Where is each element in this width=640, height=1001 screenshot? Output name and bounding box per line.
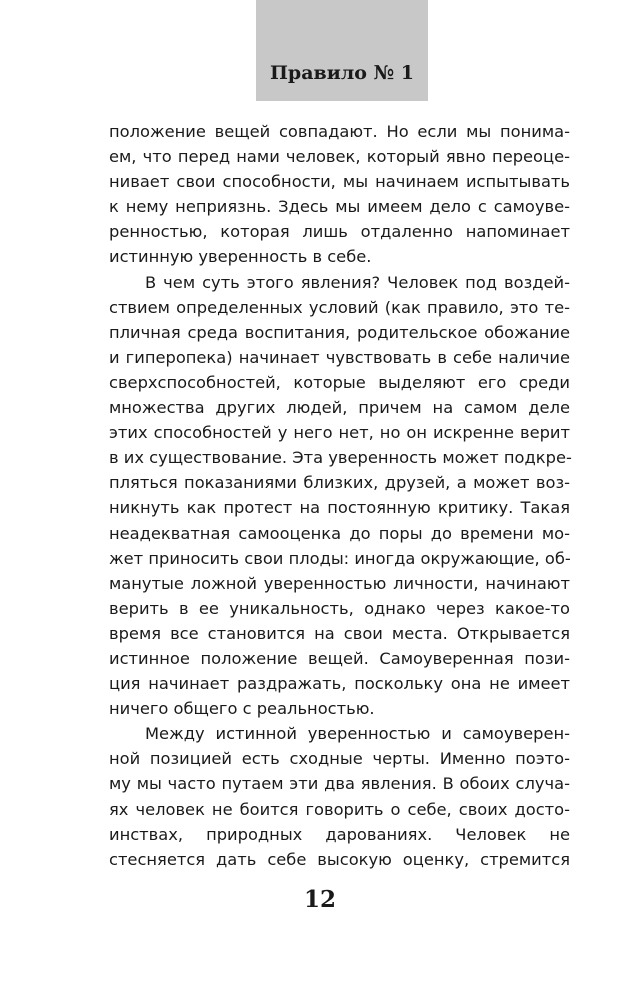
text-line: сверхспособностей, которые выделяют его среди (109, 372, 570, 392)
text-line: верить в ее уникальность, однако через какое-то (109, 598, 570, 618)
text-line: му мы часто путаем эти два явления. В обоих случа- (109, 774, 570, 794)
paragraph (109, 119, 570, 270)
text-line: этих способностей у него нет, но он искренне верит (109, 423, 570, 443)
text-line: Между истинной уверенностью и самоуверен- (145, 724, 570, 744)
text-line: В чем суть этого явления? Человек под воздей- (145, 272, 570, 292)
text-line: ствием определенных условий (как правило, это те- (109, 297, 570, 317)
text-line: никнуть как протест на постоянную критику. Такая (109, 498, 570, 518)
text-line: к нему неприязнь. Здесь мы имеем дело с самоуве- (109, 197, 570, 217)
text-line: ем, что перед нами человек, который явно переоце- (109, 147, 570, 167)
text-line: время все становится на свои места. Открывается (109, 623, 570, 643)
text-line: нивает свои способности, мы начинаем испытывать (109, 172, 570, 192)
text-line: истинное положение вещей. Самоуверенная пози- (109, 648, 570, 668)
text-line: инствах, природных дарованиях. Человек не (109, 824, 570, 844)
running-header-tab (256, 0, 428, 101)
text-line: в их существование. Эта уверенность может подкре- (109, 448, 572, 468)
paragraph (109, 270, 570, 722)
text-line: неадекватная самооценка до поры до времени мо- (109, 523, 570, 543)
paragraph (109, 721, 570, 872)
text-line: и гиперопека) начинает чувствовать в себе наличие (109, 347, 570, 367)
text-line: манутые ложной уверенностью личности, начинают (109, 573, 570, 593)
text-line: жет приносить свои плоды: иногда окружающие, об- (109, 548, 571, 568)
text-line: ях человек не боится говорить о себе, своих досто- (109, 799, 570, 819)
text-line: ничего общего с реальностью. (109, 699, 375, 719)
text-line: множества других людей, причем на самом деле (109, 398, 570, 418)
text-line: положение вещей совпадают. Но если мы понима- (109, 122, 570, 141)
text-line: ной позицией есть сходные черты. Именно поэто- (109, 749, 570, 769)
page-body (109, 119, 570, 872)
page-number: 12 (303, 886, 336, 913)
text-line: пличная среда воспитания, родительское обожание (109, 322, 570, 342)
text-line: стесняется дать себе высокую оценку, стремится (109, 849, 570, 869)
text-line: ция начинает раздражать, поскольку она не имеет (109, 674, 570, 694)
running-header-title: Правило № 1 (269, 62, 414, 84)
text-line: истинную уверенность в себе. (109, 247, 372, 267)
text-line: ренностью, которая лишь отдаленно напоминает (109, 222, 570, 242)
text-line: пляться показаниями близких, друзей, а может воз- (109, 473, 570, 493)
